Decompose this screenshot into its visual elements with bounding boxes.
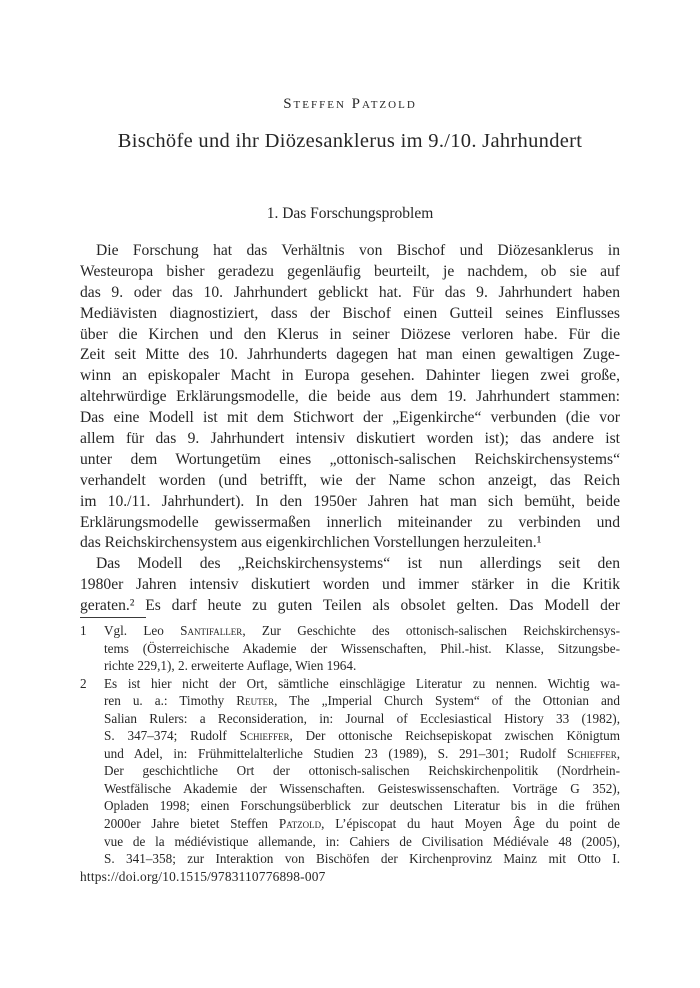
- author-name: Steffen Patzold: [283, 96, 417, 112]
- footnote-line: Salian Rulers: a Reconsideration, in: Journal of Ecclesiastical History 33 (1982),: [104, 710, 620, 726]
- small-caps-name: Schieffer: [239, 728, 290, 744]
- text-line: 1980er Jahren intensiv diskutiert worden und immer stärker in die Kritik: [80, 576, 620, 594]
- text-line: unter dem Wortungetüm eines „ottonisch-salischen Reichskirchensystems“: [80, 450, 620, 468]
- section-heading: 1. Das Forschungsproblem: [266, 205, 434, 222]
- footnote-line: vue de la médiévistique allemande, in: Cahiers de Civilisation Médiévale 48 (2005),: [104, 833, 620, 849]
- text-line: geraten.² Es darf heute zu guten Teilen als obsolet gelten. Das Modell der: [80, 597, 620, 615]
- footnote-separator: [80, 617, 146, 618]
- footnote-line: ren u. a.: Timothy Reuter, The „Imperial Church System“ of the Ottonian and: [104, 693, 620, 709]
- footnote-line: Vgl. Leo Santifaller, Zur Geschichte des ottonisch-salischen Reichskirchensys-: [104, 623, 620, 638]
- small-caps-name: Reuter: [236, 693, 275, 709]
- footnote-line: Opladen 1998; einen Forschungsüberblick zur deutschen Literatur bis in die frühen: [104, 798, 620, 814]
- text-line: winn an episkopaler Macht in Europa gesehen. Dahinter liegen zwei große,: [80, 367, 620, 385]
- body-text: [80, 241, 620, 617]
- paragraph-2: [80, 554, 620, 617]
- footnote-line: tems (Österreichische Akademie der Wissenschaften, Phil.-hist. Klasse, Sitzungsbe-: [104, 640, 620, 656]
- footnote-2: [80, 675, 620, 868]
- text-line: Mediävisten diagnostiziert, dass der Bischof einen Gutteil seines Einflusses: [80, 304, 620, 322]
- text-line: Zeit seit Mitte des 10. Jahrhunderts dagegen hat man einen gewaltigen Zuge-: [80, 346, 620, 364]
- article-title: Bischöfe und ihr Diözesanklerus im 9./10. Jahrhundert: [117, 130, 583, 152]
- small-caps-name: Santifaller: [180, 623, 243, 638]
- text-line: verhandelt worden (und betrifft, wie der Name schon anzeigt, das Reich: [80, 471, 620, 489]
- footnote-line: 2000er Jahre bietet Steffen Patzold, L’épiscopat du haut Moyen Âge du point de: [104, 816, 620, 832]
- text-line: das Reichskirchensystem aus eigenkirchlichen Vorstellungen herzuleiten.¹: [80, 534, 542, 552]
- text-line: Das Modell des „Reichskirchensystems“ ist nun allerdings seit den: [96, 555, 620, 573]
- footnote-line: Der geschichtliche Ort der ottonisch-salischen Reichskirchenpolitik (Nordrhein-: [104, 763, 620, 779]
- footnote-number: 2: [80, 675, 87, 691]
- text-line: im 10./11. Jahrhundert). In den 1950er Jahren hat man sich bemüht, beide: [80, 492, 620, 510]
- text-line: Das eine Modell ist mit dem Stichwort der „Eigenkirche“ verbunden (die vor: [80, 409, 620, 427]
- footnote-line: S. 347–374; Rudolf Schieffer, Der ottonische Reichsepiskopat zwischen Königtum: [104, 728, 620, 744]
- footnote-1: [80, 622, 620, 675]
- footnotes-area: [80, 622, 620, 868]
- text-line: allem für das 9. Jahrhundert intensiv diskutiert worden ist); das andere ist: [80, 430, 620, 448]
- text-line: das 9. oder das 10. Jahrhundert geblickt hat. Für das 9. Jahrhundert haben: [80, 283, 620, 301]
- footnote-body: [104, 675, 620, 868]
- footnote-line: Es ist hier nicht der Ort, sämtliche einschlägige Literatur zu nennen. Wichtig wa-: [104, 675, 620, 691]
- footnote-line: Westfälische Akademie der Wissenschaften. Geisteswissenschaften. Vorträge G 352),: [104, 780, 620, 796]
- paragraph-1: [80, 241, 620, 554]
- small-caps-name: Patzold: [278, 816, 322, 832]
- footnote-number: 1: [80, 623, 87, 638]
- text-line: Westeuropa bisher geradezu gegenläufig beurteilt, je nachdem, ob sie auf: [80, 262, 620, 280]
- footnote-line: und Adel, in: Frühmittelalterliche Studien 23 (1989), S. 291–301; Rudolf Schieffer,: [104, 745, 620, 761]
- text-line: Die Forschung hat das Verhältnis von Bischof und Diözesanklerus in: [96, 242, 620, 259]
- text-line: über die Kirchen und den Klerus in seiner Diözese verloren habe. Für die: [80, 325, 620, 343]
- small-caps-name: Schieffer: [566, 745, 617, 761]
- text-line: altehrwürdige Erklärungsmodelle, die beide aus dem 19. Jahrhundert stammen:: [80, 388, 620, 406]
- footnote-line: S. 341–358; zur Interaktion von Bischöfen der Kirchenprovinz Mainz mit Otto I.: [104, 851, 620, 867]
- footnote-body: [104, 622, 620, 675]
- text-line: Erklärungsmodelle gewissermaßen innerlich miteinander zu verbinden und: [80, 513, 620, 531]
- footnote-line: richte 229,1), 2. erweiterte Auflage, Wien 1964.: [104, 658, 357, 674]
- doi-text: https://doi.org/10.1515/9783110776898-007: [80, 869, 326, 884]
